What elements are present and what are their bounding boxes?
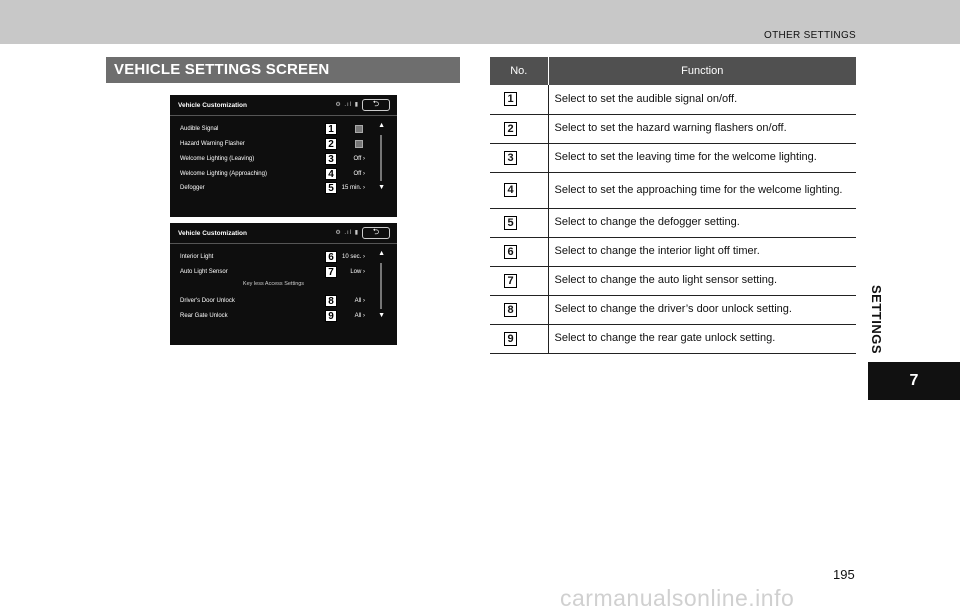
row-value: Off › xyxy=(353,156,365,162)
function-cell: Select to set the audible signal on/off. xyxy=(548,85,856,114)
screen-row-welcome-leaving[interactable] xyxy=(180,152,365,166)
status-icons: ⚙ .ıl ▮ xyxy=(335,102,359,108)
table-header-row xyxy=(490,57,856,85)
row-value: All › xyxy=(354,313,365,319)
function-cell: Select to change the interior light off timer. xyxy=(548,237,856,266)
return-icon[interactable]: ⮌ xyxy=(362,227,390,239)
function-cell: Select to change the auto light sensor setting. xyxy=(548,266,856,295)
screen-row-interior-light[interactable] xyxy=(180,250,365,264)
row-value: Off › xyxy=(353,171,365,177)
number-box: 7 xyxy=(504,274,517,288)
function-cell: Select to set the hazard warning flashers on/off. xyxy=(548,114,856,143)
side-tab-text: SETTINGS xyxy=(869,285,884,355)
screen-row-drivers-door-unlock[interactable] xyxy=(180,294,365,308)
table-row xyxy=(490,143,856,172)
screen-row-auto-light-sensor[interactable] xyxy=(180,265,365,279)
number-box: 6 xyxy=(504,245,517,259)
column-header-no: No. xyxy=(490,57,548,85)
status-icons: ⚙ .ıl ▮ xyxy=(335,230,359,236)
screen-row-welcome-approaching[interactable] xyxy=(180,167,365,181)
screen-title: Vehicle Customization xyxy=(170,95,397,116)
table-row xyxy=(490,172,856,208)
checkbox-icon[interactable] xyxy=(355,125,363,133)
callout-badge: 9 xyxy=(325,310,337,322)
screen-row-audible-signal[interactable] xyxy=(180,122,365,136)
function-table xyxy=(490,57,856,354)
scrollbar[interactable] xyxy=(380,135,382,181)
screen-row-rear-gate-unlock[interactable] xyxy=(180,309,365,323)
scroll-down-icon[interactable]: ▼ xyxy=(378,184,385,191)
number-box: 1 xyxy=(504,92,517,106)
section-title: VEHICLE SETTINGS SCREEN xyxy=(106,57,460,83)
callout-badge: 5 xyxy=(325,182,337,194)
callout-badge: 7 xyxy=(325,266,337,278)
number-box: 5 xyxy=(504,216,517,230)
number-box: 3 xyxy=(504,151,517,165)
screen-row-hazard-warning-flasher[interactable] xyxy=(180,137,365,151)
number-box: 2 xyxy=(504,122,517,136)
side-tab-label xyxy=(862,285,892,355)
number-box: 4 xyxy=(504,183,517,197)
number-box: 9 xyxy=(504,332,517,346)
chapter-number: 7 xyxy=(868,362,960,400)
screen-vehicle-customization-2 xyxy=(170,223,397,345)
return-icon[interactable]: ⮌ xyxy=(362,99,390,111)
row-value: Low › xyxy=(350,269,365,275)
row-label: Welcome Lighting (Leaving) xyxy=(180,156,255,162)
scrollbar[interactable] xyxy=(380,263,382,309)
callout-badge: 3 xyxy=(325,153,337,165)
row-label: Defogger xyxy=(180,185,205,191)
callout-badge: 1 xyxy=(325,123,337,135)
row-label: Welcome Lighting (Approaching) xyxy=(180,171,267,177)
row-value: All › xyxy=(354,298,365,304)
table-row xyxy=(490,114,856,143)
column-header-function: Function xyxy=(548,57,856,85)
page-number: 195 xyxy=(833,567,855,582)
function-cell: Select to change the rear gate unlock setting. xyxy=(548,324,856,353)
row-value: 10 sec. › xyxy=(341,254,365,260)
table-row xyxy=(490,85,856,114)
watermark: carmanualsonline.info xyxy=(560,585,795,611)
screen-title: Vehicle Customization xyxy=(170,223,397,244)
scroll-down-icon[interactable]: ▼ xyxy=(378,312,385,319)
row-label: Driver's Door Unlock xyxy=(180,298,235,304)
function-cell: Select to set the approaching time for the welcome lighting. xyxy=(548,172,856,208)
table-row xyxy=(490,237,856,266)
row-value: 15 min. › xyxy=(341,185,365,191)
table-row xyxy=(490,266,856,295)
row-label: Interior Light xyxy=(180,254,214,260)
function-cell: Select to change the driver’s door unlock setting. xyxy=(548,295,856,324)
callout-badge: 6 xyxy=(325,251,337,263)
table-row xyxy=(490,208,856,237)
row-label: Auto Light Sensor xyxy=(180,269,228,275)
row-label: Audible Signal xyxy=(180,126,219,132)
header-label: OTHER SETTINGS xyxy=(764,30,856,41)
callout-badge: 4 xyxy=(325,168,337,180)
callout-badge: 8 xyxy=(325,295,337,307)
screen-vehicle-customization-1 xyxy=(170,95,397,217)
number-box: 8 xyxy=(504,303,517,317)
table-row xyxy=(490,324,856,353)
callout-badge: 2 xyxy=(325,138,337,150)
scroll-up-icon[interactable]: ▲ xyxy=(378,250,385,257)
row-label: Rear Gate Unlock xyxy=(180,313,228,319)
function-cell: Select to change the defogger setting. xyxy=(548,208,856,237)
checkbox-icon[interactable] xyxy=(355,140,363,148)
function-cell: Select to set the leaving time for the welcome lighting. xyxy=(548,143,856,172)
screen-row-defogger[interactable] xyxy=(180,181,365,195)
table-row xyxy=(490,295,856,324)
row-label: Hazard Warning Flasher xyxy=(180,141,245,147)
scroll-up-icon[interactable]: ▲ xyxy=(378,122,385,129)
subsection-label: Key less Access Settings xyxy=(242,281,305,287)
